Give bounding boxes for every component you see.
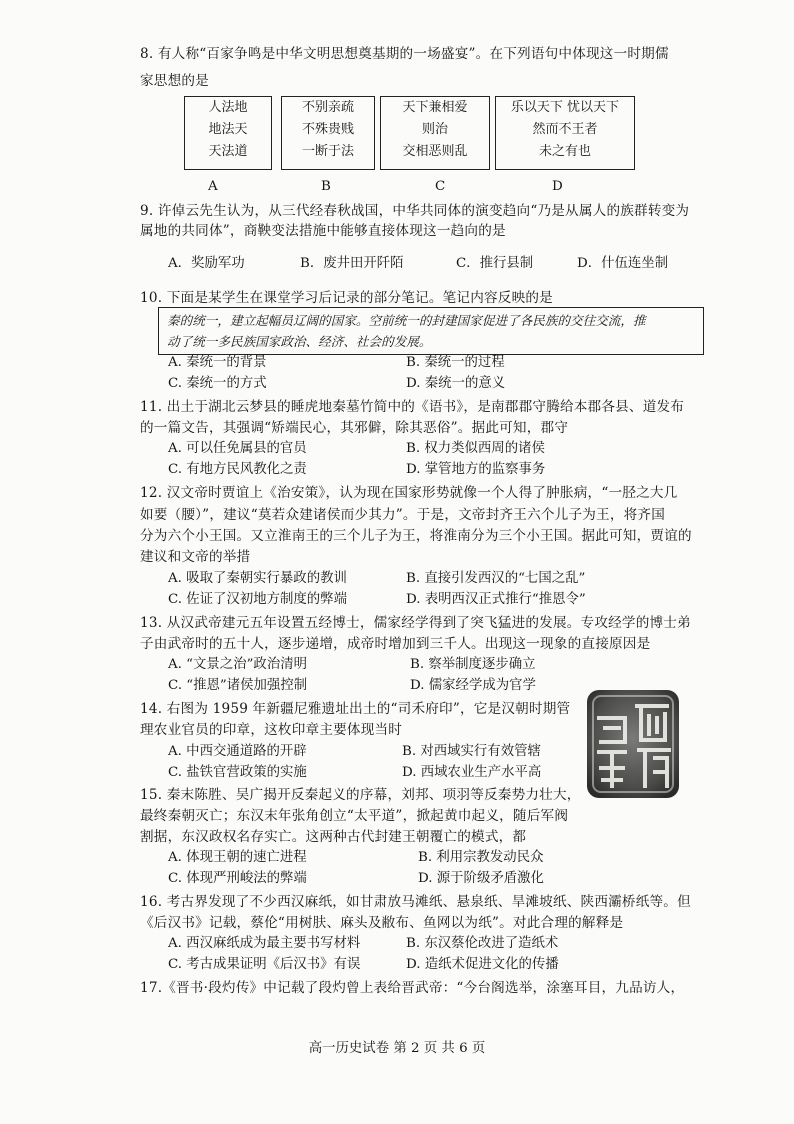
- q8-stem-line1: 8. 有人称“百家争鸣是中华文明思想奠基期的一场盛宴”。在下列语句中体现这一时期儒: [140, 46, 669, 62]
- q8-box-a-line1: 人法地: [208, 100, 248, 115]
- q11-stem-line2: 的一篇文告，其强调“矫端民心，其邪僻，除其恶俗”。据此可知，郡守: [140, 420, 569, 436]
- q16-stem-line2: 《后汉书》记载，蔡伦“用树肤、麻头及敝布、鱼网以为纸”。对此合理的解释是: [140, 915, 624, 931]
- q10-option-d: D. 秦统一的意义: [406, 376, 506, 391]
- q8-box-b-line1: 不别亲疏: [301, 100, 354, 115]
- q13-option-b: B. 察举制度逐步确立: [410, 657, 536, 672]
- q8-box-a: [184, 96, 272, 170]
- q14-stem-line1: 14. 右图为 1959 年新疆尼雅遗址出土的“司禾府印”，它是汉朝时期管: [140, 701, 571, 717]
- q14-option-b: B. 对西域实行有效管辖: [402, 744, 541, 759]
- q15-option-d: D. 源于阶级矛盾激化: [418, 871, 544, 886]
- q9-option-d: D．什伍连坐制: [577, 256, 669, 271]
- q10-stem: 10. 下面是某学生在课堂学习后记录的部分笔记。笔记内容反映的是: [140, 290, 553, 306]
- q8-box-d-line1: 乐以天下 忧以天下: [510, 100, 620, 115]
- q8-box-a-line3: 天法道: [208, 144, 248, 159]
- q12-stem-line1: 12. 汉文帝时贾谊上《治安策》，认为现在国家形势就像一个人得了肿胀病，“一胫之大几: [140, 485, 678, 501]
- q13-option-c: C. “推恩”诸侯加强控制: [168, 678, 308, 693]
- q15-stem-line2: 最终秦朝灭亡；东汉末年张角创立“太平道”，掀起黄巾起义，随后军阀: [140, 808, 569, 824]
- q11-option-b: B. 权力类似西周的诸侯: [406, 441, 545, 456]
- q11-option-c: C. 有地方民风教化之责: [168, 462, 307, 477]
- q12-stem-line4: 建议和文帝的举措: [140, 549, 251, 565]
- q15-option-b: B. 利用宗教发动民众: [418, 850, 544, 865]
- q9-stem-line1: 9. 许倬云先生认为，从三代经春秋战国，中华共同体的演变趋向“乃是从属人的族群转变为: [140, 203, 690, 219]
- q8-box-b: [281, 96, 375, 170]
- q16-option-a: A. 西汉麻纸成为最主要书写材料: [168, 936, 361, 951]
- q8-box-c-line3: 交相恶则乱: [402, 144, 468, 159]
- q16-option-c: C. 考古成果证明《后汉书》有误: [168, 957, 361, 972]
- q17-stem-line1: 17.《晋书·段灼传》中记载了段灼曾上表给晋武帝：“今台阁选举，涂塞耳目，九品访人，: [140, 980, 685, 996]
- q15-option-a: A. 体现王朝的速亡进程: [168, 850, 307, 865]
- q8-box-a-line2: 地法天: [208, 122, 248, 137]
- q13-option-d: D. 儒家经学成为官学: [410, 678, 536, 693]
- q12-option-a: A. 吸取了秦朝实行暴政的教训: [168, 571, 347, 586]
- q8-label-a: A: [208, 179, 218, 194]
- seal-image: [585, 688, 681, 800]
- q14-option-d: D. 西域农业生产水平高: [402, 765, 542, 780]
- q10-note-line2: 动了统一多民族国家政治、经济、社会的发展。: [167, 334, 432, 349]
- q10-student-note: [158, 307, 704, 355]
- q10-note-line1: 秦的统一，建立起幅员辽阔的国家。空前统一的封建国家促进了各民族的交往交流，推: [167, 313, 646, 328]
- q8-box-c-line1: 天下兼相爱: [402, 100, 468, 115]
- q12-stem-line3: 分为六个小王国。又立淮南王的三个儿子为王，将淮南分为三个小王国。据此可知，贾谊的: [140, 528, 692, 544]
- q16-stem-line1: 16. 考古界发现了不少西汉麻纸，如甘肃放马滩纸、悬泉纸、旱滩坡纸、陕西灞桥纸等。但: [140, 894, 691, 910]
- q16-option-d: D. 造纸术促进文化的传播: [406, 957, 559, 972]
- q12-option-b: B. 直接引发西汉的“七国之乱”: [406, 571, 586, 586]
- q9-option-a: A．奖励军功: [168, 256, 245, 271]
- q15-stem-line3: 割据，东汉政权名存实亡。这两种古代封建王朝覆亡的模式，都: [140, 829, 527, 845]
- q12-option-d: D. 表明西汉正式推行“推恩令”: [406, 592, 586, 607]
- q8-box-b-line2: 不殊贵贱: [301, 122, 354, 137]
- q10-option-c: C. 秦统一的方式: [168, 376, 267, 391]
- q13-stem-line2: 子由武帝时的五十人，逐步递增，成帝时增加到三千人。出现这一现象的直接原因是: [140, 636, 651, 652]
- q8-label-b: B: [321, 179, 331, 194]
- q15-option-c: C. 体现严刑峻法的弊端: [168, 871, 307, 886]
- q8-box-d: [495, 96, 635, 170]
- q9-stem-line2: 属地的共同体”，商鞅变法措施中能够直接体现这一趋向的是: [140, 223, 506, 239]
- q13-stem-line1: 13. 从汉武帝建元五年设置五经博士，儒家经学得到了突飞猛进的发展。专攻经学的博士弟: [140, 615, 691, 631]
- q8-box-d-line3: 未之有也: [538, 144, 591, 159]
- q8-box-c-line2: 则治: [421, 122, 448, 137]
- q14-option-c: C. 盐铁官营政策的实施: [168, 765, 307, 780]
- q14-option-a: A. 中西交通道路的开辟: [168, 744, 307, 759]
- q8-stem-line2: 家思想的是: [140, 73, 209, 89]
- q16-option-b: B. 东汉蔡伦改进了造纸术: [406, 936, 559, 951]
- q8-label-d: D: [552, 179, 563, 194]
- q11-option-a: A. 可以任免属县的官员: [168, 441, 307, 456]
- q10-option-a: A. 秦统一的背景: [168, 355, 267, 370]
- q9-option-b: B．废井田开阡陌: [300, 256, 404, 271]
- q12-stem-line2: 如要（腰）”，建议“莫若众建诸侯而少其力”。于是，文帝封齐王六个儿子为王，将齐国: [140, 507, 666, 523]
- q14-stem-line2: 理农业官员的印章，这枚印章主要体现当时: [140, 722, 403, 738]
- q11-option-d: D. 掌管地方的监察事务: [406, 462, 546, 477]
- page-footer: 高一历史试卷 第 2 页 共 6 页: [308, 1041, 486, 1056]
- q10-option-b: B. 秦统一的过程: [406, 355, 505, 370]
- q9-option-c: C．推行县制: [456, 256, 534, 271]
- q12-option-c: C. 佐证了汉初地方制度的弊端: [168, 592, 347, 607]
- q8-box-d-line2: 然而不王者: [532, 122, 598, 137]
- q8-box-b-line3: 一断于法: [301, 144, 354, 159]
- q13-option-a: A. “文景之治”政治清明: [168, 657, 307, 672]
- q15-stem-line1: 15. 秦末陈胜、吴广揭开反秦起义的序幕，刘邦、项羽等反秦势力壮大，: [140, 787, 581, 803]
- q11-stem-line1: 11. 出土于湖北云梦县的睡虎地秦墓竹简中的《语书》，是南郡郡守腾给本郡各县、道发布: [140, 399, 685, 415]
- q8-box-c: [380, 96, 490, 170]
- q8-label-c: C: [435, 179, 446, 194]
